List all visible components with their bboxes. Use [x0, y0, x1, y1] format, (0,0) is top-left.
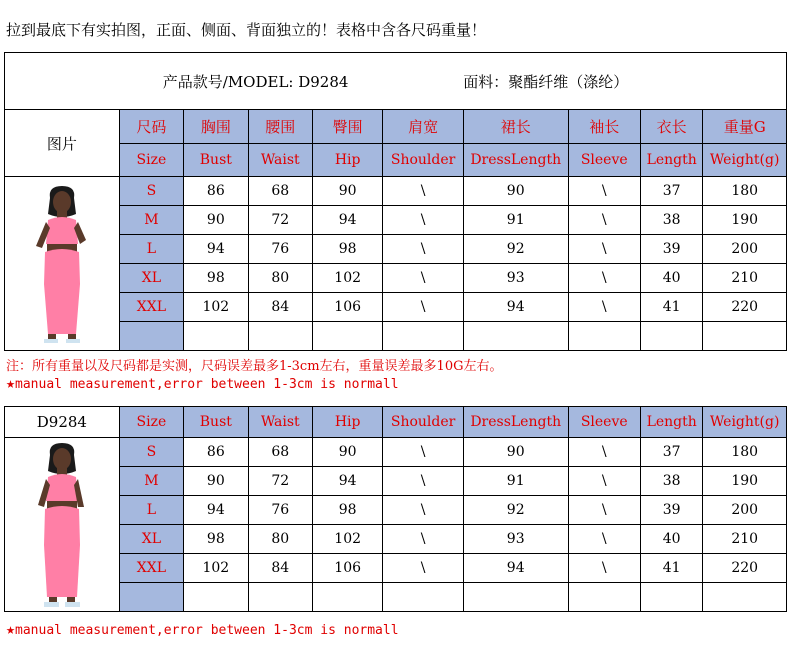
empty-cell [184, 583, 248, 612]
hip-cell: 102 [312, 264, 382, 293]
table-row [5, 467, 787, 496]
shoulder-cell: \ [383, 264, 464, 293]
empty-cell [383, 583, 464, 612]
shoulder-cell: \ [383, 235, 464, 264]
waist-cell: 68 [248, 177, 312, 206]
dresslength-cell: 91 [463, 467, 568, 496]
bust-cell: 86 [184, 438, 248, 467]
header-cn-dresslength: 裙长 [463, 110, 568, 144]
size-cell: M [119, 467, 183, 496]
weight-cell: 220 [703, 554, 787, 583]
waist-cell: 76 [248, 235, 312, 264]
header-en-shoulder: Shoulder [383, 407, 464, 438]
header-en-length: Length [640, 144, 702, 177]
weight-cell: 200 [703, 496, 787, 525]
size-cell: L [119, 235, 183, 264]
hip-cell: 106 [312, 293, 382, 322]
size-cell: S [119, 438, 183, 467]
bust-cell: 98 [184, 525, 248, 554]
hip-cell: 106 [312, 554, 382, 583]
empty-cell [463, 322, 568, 351]
table-row [5, 235, 787, 264]
sleeve-cell: \ [568, 467, 640, 496]
length-cell: 40 [640, 525, 702, 554]
note-en-1 [6, 374, 399, 392]
length-cell: 39 [640, 496, 702, 525]
length-cell: 38 [640, 467, 702, 496]
sleeve-cell: \ [568, 554, 640, 583]
empty-cell [312, 322, 382, 351]
size-cell: M [119, 206, 183, 235]
length-cell: 40 [640, 264, 702, 293]
dresslength-cell: 94 [463, 554, 568, 583]
waist-cell: 80 [248, 525, 312, 554]
size-cell: XL [119, 525, 183, 554]
shoulder-cell: \ [383, 554, 464, 583]
size-table-2 [4, 406, 787, 612]
length-cell: 39 [640, 235, 702, 264]
empty-cell [312, 583, 382, 612]
hip-cell: 94 [312, 206, 382, 235]
dresslength-cell: 90 [463, 438, 568, 467]
header-cn-size: 尺码 [119, 110, 183, 144]
bust-cell: 90 [184, 206, 248, 235]
size-cell: XL [119, 264, 183, 293]
header-en-waist: Waist [248, 144, 312, 177]
table-row [5, 438, 787, 467]
table-row [5, 525, 787, 554]
weight-cell: 210 [703, 264, 787, 293]
table-row [5, 293, 787, 322]
header-en-size: Size [119, 144, 183, 177]
note-en-text: manual measurement,error between 1-3cm is normall [15, 377, 399, 392]
bust-cell: 102 [184, 293, 248, 322]
shoulder-cell: \ [383, 177, 464, 206]
star-icon: ★ [6, 620, 16, 638]
header-en-hip: Hip [312, 144, 382, 177]
table-row [5, 264, 787, 293]
hip-cell: 94 [312, 467, 382, 496]
note-en-2 [6, 620, 399, 638]
model-header [5, 53, 787, 110]
product-photo [5, 438, 120, 612]
size-cell: XXL [119, 293, 183, 322]
weight-cell: 210 [703, 525, 787, 554]
waist-cell: 80 [248, 264, 312, 293]
bust-cell: 94 [184, 496, 248, 525]
header-en-bust: Bust [184, 144, 248, 177]
sleeve-cell: \ [568, 438, 640, 467]
empty-cell [568, 322, 640, 351]
header-cn-sleeve: 袖长 [568, 110, 640, 144]
weight-cell: 190 [703, 467, 787, 496]
header-cn-bust: 胸围 [184, 110, 248, 144]
sleeve-cell: \ [568, 177, 640, 206]
dresslength-cell: 94 [463, 293, 568, 322]
dresslength-cell: 93 [463, 525, 568, 554]
header-en-shoulder: Shoulder [383, 144, 464, 177]
sleeve-cell: \ [568, 264, 640, 293]
header-cn-length: 衣长 [640, 110, 702, 144]
note-cn: 注：所有重量以及尺码都是实测，尺码误差最多1-3cm左右，重量误差最多10G左右。 [6, 359, 503, 374]
header-en-size: Size [119, 407, 183, 438]
dresslength-cell: 93 [463, 264, 568, 293]
dresslength-cell: 92 [463, 235, 568, 264]
header-cn-weight: 重量G [703, 110, 787, 144]
table-row-empty [5, 322, 787, 351]
note-en-text: manual measurement,error between 1-3cm is normall [15, 623, 399, 638]
sleeve-cell: \ [568, 235, 640, 264]
bust-cell: 90 [184, 467, 248, 496]
shoulder-cell: \ [383, 206, 464, 235]
empty-size-cell [119, 583, 183, 612]
table-row-empty [5, 583, 787, 612]
waist-cell: 72 [248, 206, 312, 235]
fabric-label: 面料：聚酯纤维（涤纶） [463, 72, 629, 91]
length-cell: 37 [640, 438, 702, 467]
header-en-sleeve: Sleeve [568, 144, 640, 177]
hip-cell: 102 [312, 525, 382, 554]
sleeve-cell: \ [568, 206, 640, 235]
sleeve-cell: \ [568, 496, 640, 525]
bust-cell: 102 [184, 554, 248, 583]
empty-cell [248, 322, 312, 351]
shoulder-cell: \ [383, 467, 464, 496]
header-en-waist: Waist [248, 407, 312, 438]
header-en-sleeve: Sleeve [568, 407, 640, 438]
product-photo [5, 177, 120, 351]
top-note: 拉到最底下有实拍图，正面、侧面、背面独立的！表格中含各尺码重量！ [6, 21, 487, 39]
empty-size-cell [119, 322, 183, 351]
length-cell: 41 [640, 554, 702, 583]
hip-cell: 90 [312, 438, 382, 467]
weight-cell: 220 [703, 293, 787, 322]
bust-cell: 86 [184, 177, 248, 206]
weight-cell: 200 [703, 235, 787, 264]
model-code: D9284 [5, 407, 120, 438]
header-cn-shoulder: 肩宽 [383, 110, 464, 144]
waist-cell: 84 [248, 554, 312, 583]
shoulder-cell: \ [383, 293, 464, 322]
header-cn-hip: 臀围 [312, 110, 382, 144]
dresslength-cell: 90 [463, 177, 568, 206]
size-table-1 [4, 52, 787, 351]
photo-label: 图片 [5, 110, 120, 177]
size-cell: XXL [119, 554, 183, 583]
empty-cell [640, 322, 702, 351]
empty-cell [248, 583, 312, 612]
dresslength-cell: 92 [463, 496, 568, 525]
shoulder-cell: \ [383, 496, 464, 525]
length-cell: 38 [640, 206, 702, 235]
empty-cell [568, 583, 640, 612]
empty-cell [383, 322, 464, 351]
star-icon: ★ [6, 374, 16, 392]
model-figure-image [22, 184, 102, 344]
waist-cell: 84 [248, 293, 312, 322]
empty-cell [640, 583, 702, 612]
weight-cell: 180 [703, 438, 787, 467]
sleeve-cell: \ [568, 293, 640, 322]
waist-cell: 72 [248, 467, 312, 496]
header-en-dresslength: DressLength [463, 144, 568, 177]
table-row [5, 177, 787, 206]
waist-cell: 76 [248, 496, 312, 525]
size-cell: S [119, 177, 183, 206]
model-label: 产品款号/MODEL: D9284 [162, 72, 349, 91]
hip-cell: 98 [312, 496, 382, 525]
dresslength-cell: 91 [463, 206, 568, 235]
shoulder-cell: \ [383, 438, 464, 467]
size-cell: L [119, 496, 183, 525]
waist-cell: 68 [248, 438, 312, 467]
weight-cell: 190 [703, 206, 787, 235]
table-row [5, 554, 787, 583]
table-row [5, 496, 787, 525]
bust-cell: 98 [184, 264, 248, 293]
bust-cell: 94 [184, 235, 248, 264]
weight-cell: 180 [703, 177, 787, 206]
header-cn-waist: 腰围 [248, 110, 312, 144]
header-en-length: Length [640, 407, 702, 438]
empty-cell [703, 322, 787, 351]
hip-cell: 98 [312, 235, 382, 264]
hip-cell: 90 [312, 177, 382, 206]
sleeve-cell: \ [568, 525, 640, 554]
header-en-dresslength: DressLength [463, 407, 568, 438]
table-row [5, 206, 787, 235]
empty-cell [703, 583, 787, 612]
length-cell: 41 [640, 293, 702, 322]
header-en-weight: Weight(g) [703, 144, 787, 177]
header-en-weight: Weight(g) [703, 407, 787, 438]
header-en-hip: Hip [312, 407, 382, 438]
empty-cell [184, 322, 248, 351]
model-figure-image [22, 441, 102, 609]
empty-cell [463, 583, 568, 612]
shoulder-cell: \ [383, 525, 464, 554]
header-en-bust: Bust [184, 407, 248, 438]
length-cell: 37 [640, 177, 702, 206]
